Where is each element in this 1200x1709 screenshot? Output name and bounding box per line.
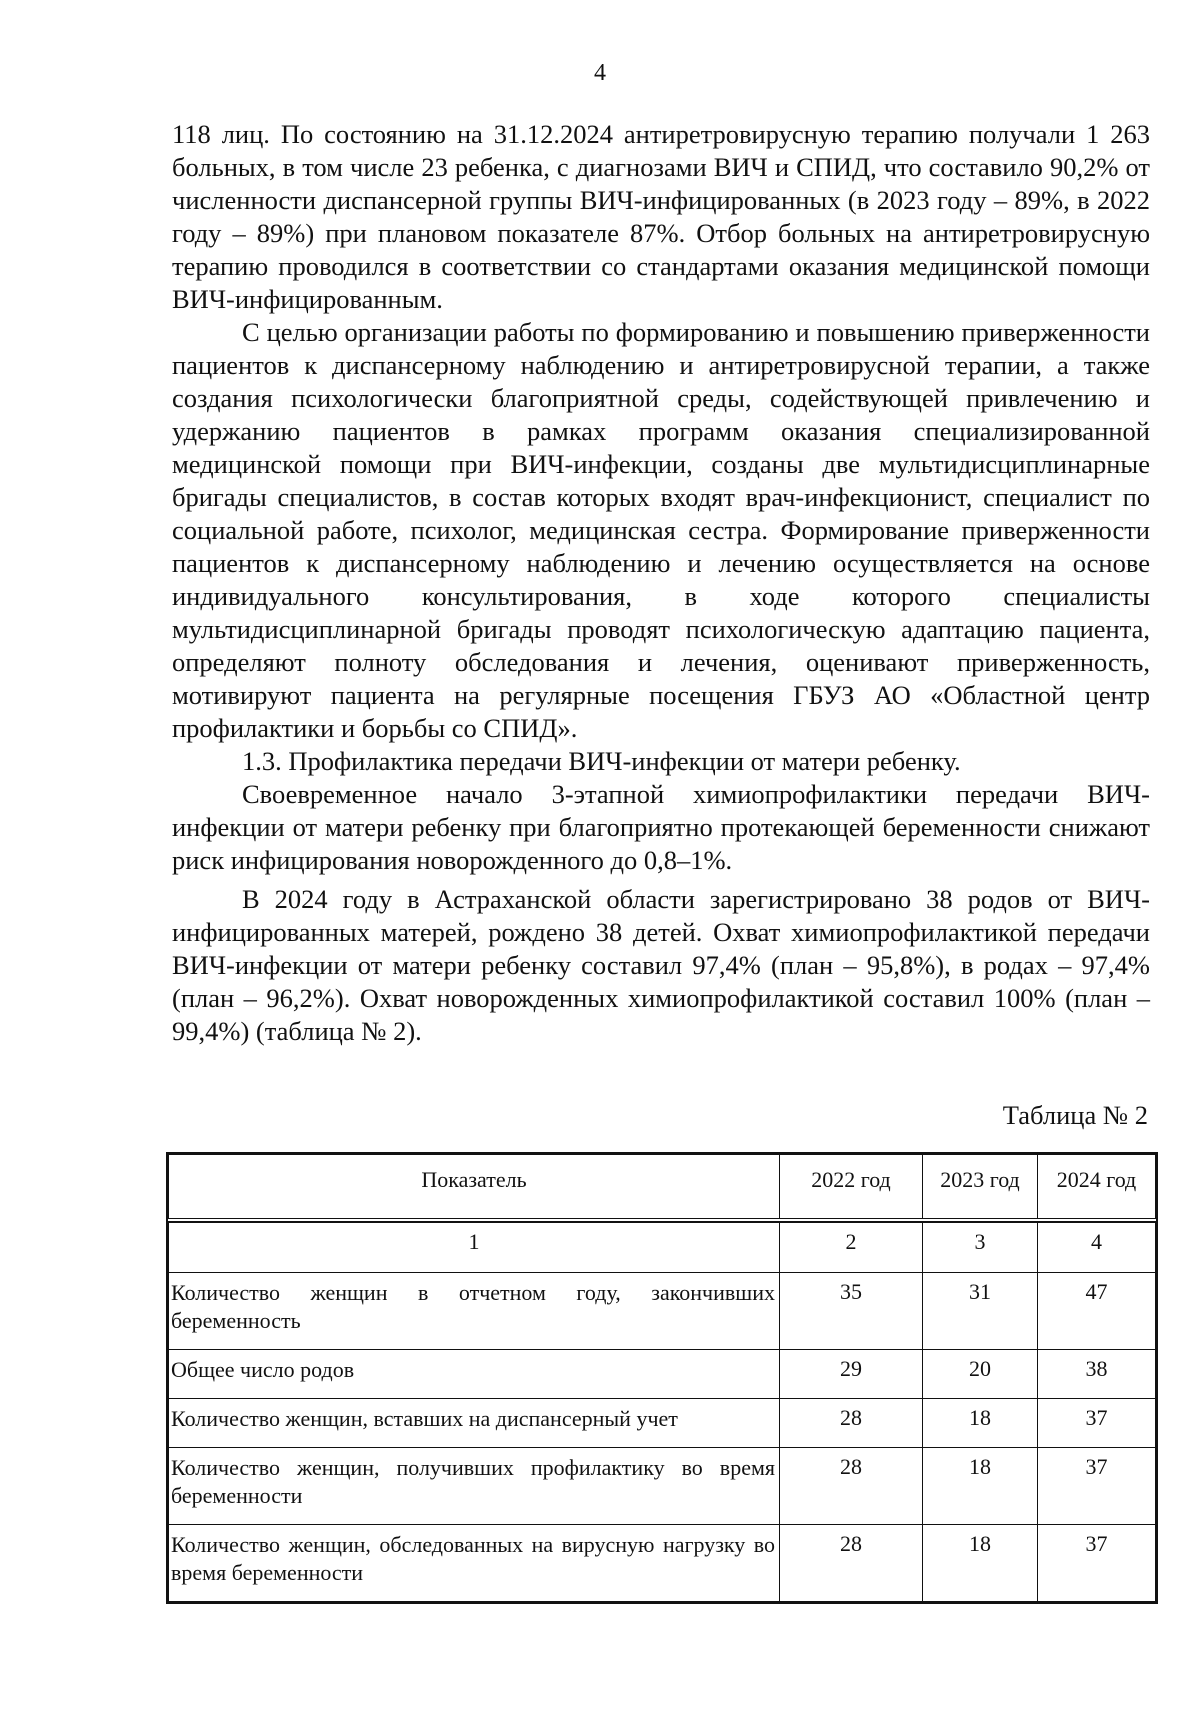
table-row [169,1273,1156,1350]
table-caption: Таблица № 2 [1002,1100,1148,1130]
header-2024: 2024 год [1038,1155,1156,1221]
cell-2023: 18 [923,1399,1038,1448]
cell-2022: 28 [780,1399,923,1448]
cell-2024: 37 [1038,1399,1156,1448]
paragraph-2024-statistics: В 2024 году в Астраханской области зарегистрировано 38 родов от ВИЧ-инфицированных матерей, рождено 38 детей. Охват химиопрофилактикой передачи ВИЧ-инфекции от матери ребенку составил 97,4% (план – 95,8%), в родах – 97,4% (план – 96,2%). Охват новорожденных химиопрофилактикой составил 100% (план – 99,4%) (таблица № 2). [172,884,1150,1046]
cell-2023: 20 [923,1350,1038,1399]
data-table-frame [166,1152,1158,1604]
column-number-row [169,1223,1156,1273]
data-table [168,1154,1156,1602]
table-header-row [169,1155,1156,1221]
table-row [169,1448,1156,1525]
table-row [169,1525,1156,1602]
table-row [169,1350,1156,1399]
cell-2024: 37 [1038,1448,1156,1525]
table-row [169,1399,1156,1448]
row-label: Количество женщин в отчетном году, закончивших беременность [169,1273,780,1350]
column-number: 1 [169,1223,780,1273]
cell-2022: 28 [780,1448,923,1525]
paragraph-art-therapy: 118 лиц. По состоянию на 31.12.2024 антиретровирусную терапию получали 1 263 больных, в том числе 23 ребенка, с диагнозами ВИЧ и СПИД, что составило 90,2% от численности диспансерной группы ВИЧ-инфицированных (в 2023 году – 89%, в 2022 году – 89%) при плановом показателе 87%. Отбор больных на антиретровирусную терапию проводился в соответствии со стандартами оказания медицинской помощи ВИЧ-инфицированным. [172,119,1150,314]
cell-2023: 18 [923,1448,1038,1525]
cell-2022: 29 [780,1350,923,1399]
section-heading-1-3: 1.3. Профилактика передачи ВИЧ-инфекции от матери ребенку. [242,746,961,776]
column-number: 4 [1038,1223,1156,1273]
cell-2023: 18 [923,1525,1038,1602]
column-number: 3 [923,1223,1038,1273]
cell-2022: 28 [780,1525,923,1602]
header-2022: 2022 год [780,1155,923,1221]
column-number: 2 [780,1223,923,1273]
row-label: Количество женщин, получивших профилактику во время беременности [169,1448,780,1525]
page-number: 4 [594,60,606,86]
paragraph-chemoprophylaxis: Своевременное начало 3-этапной химиопрофилактики передачи ВИЧ-инфекции от матери ребенку при благоприятно протекающей беременности снижают риск инфицирования новорожденного до 0,8–1%. [172,779,1150,875]
paragraph-adherence: С целью организации работы по формированию и повышению приверженности пациентов к диспансерному наблюдению и антиретровирусной терапии, а также создания психологически благоприятной среды, содействующей привлечению и удержанию пациентов в рамках программ оказания специализированной медицинской помощи при ВИЧ-инфекции, созданы две мультидисциплинарные бригады специалистов, в состав которых входят врач-инфекционист, специалист по социальной работе, психолог, медицинская сестра. Формирование приверженности пациентов к диспансерному наблюдению и лечению осуществляется на основе индивидуального консультирования, в ходе которого специалисты мультидисциплинарной бригады проводят психологическую адаптацию пациента, определяют полноту обследования и лечения, оценивают приверженность, мотивируют пациента на регулярные посещения ГБУЗ АО «Областной центр профилактики и борьбы со СПИД». [172,317,1150,743]
header-indicator: Показатель [169,1155,780,1221]
cell-2023: 31 [923,1273,1038,1350]
row-label: Общее число родов [169,1350,780,1399]
cell-2024: 47 [1038,1273,1156,1350]
row-label: Количество женщин, вставших на диспансерный учет [169,1399,780,1448]
document-body [172,118,1150,1048]
cell-2024: 38 [1038,1350,1156,1399]
cell-2022: 35 [780,1273,923,1350]
header-2023: 2023 год [923,1155,1038,1221]
row-label: Количество женщин, обследованных на вирусную нагрузку во время беременности [169,1525,780,1602]
cell-2024: 37 [1038,1525,1156,1602]
